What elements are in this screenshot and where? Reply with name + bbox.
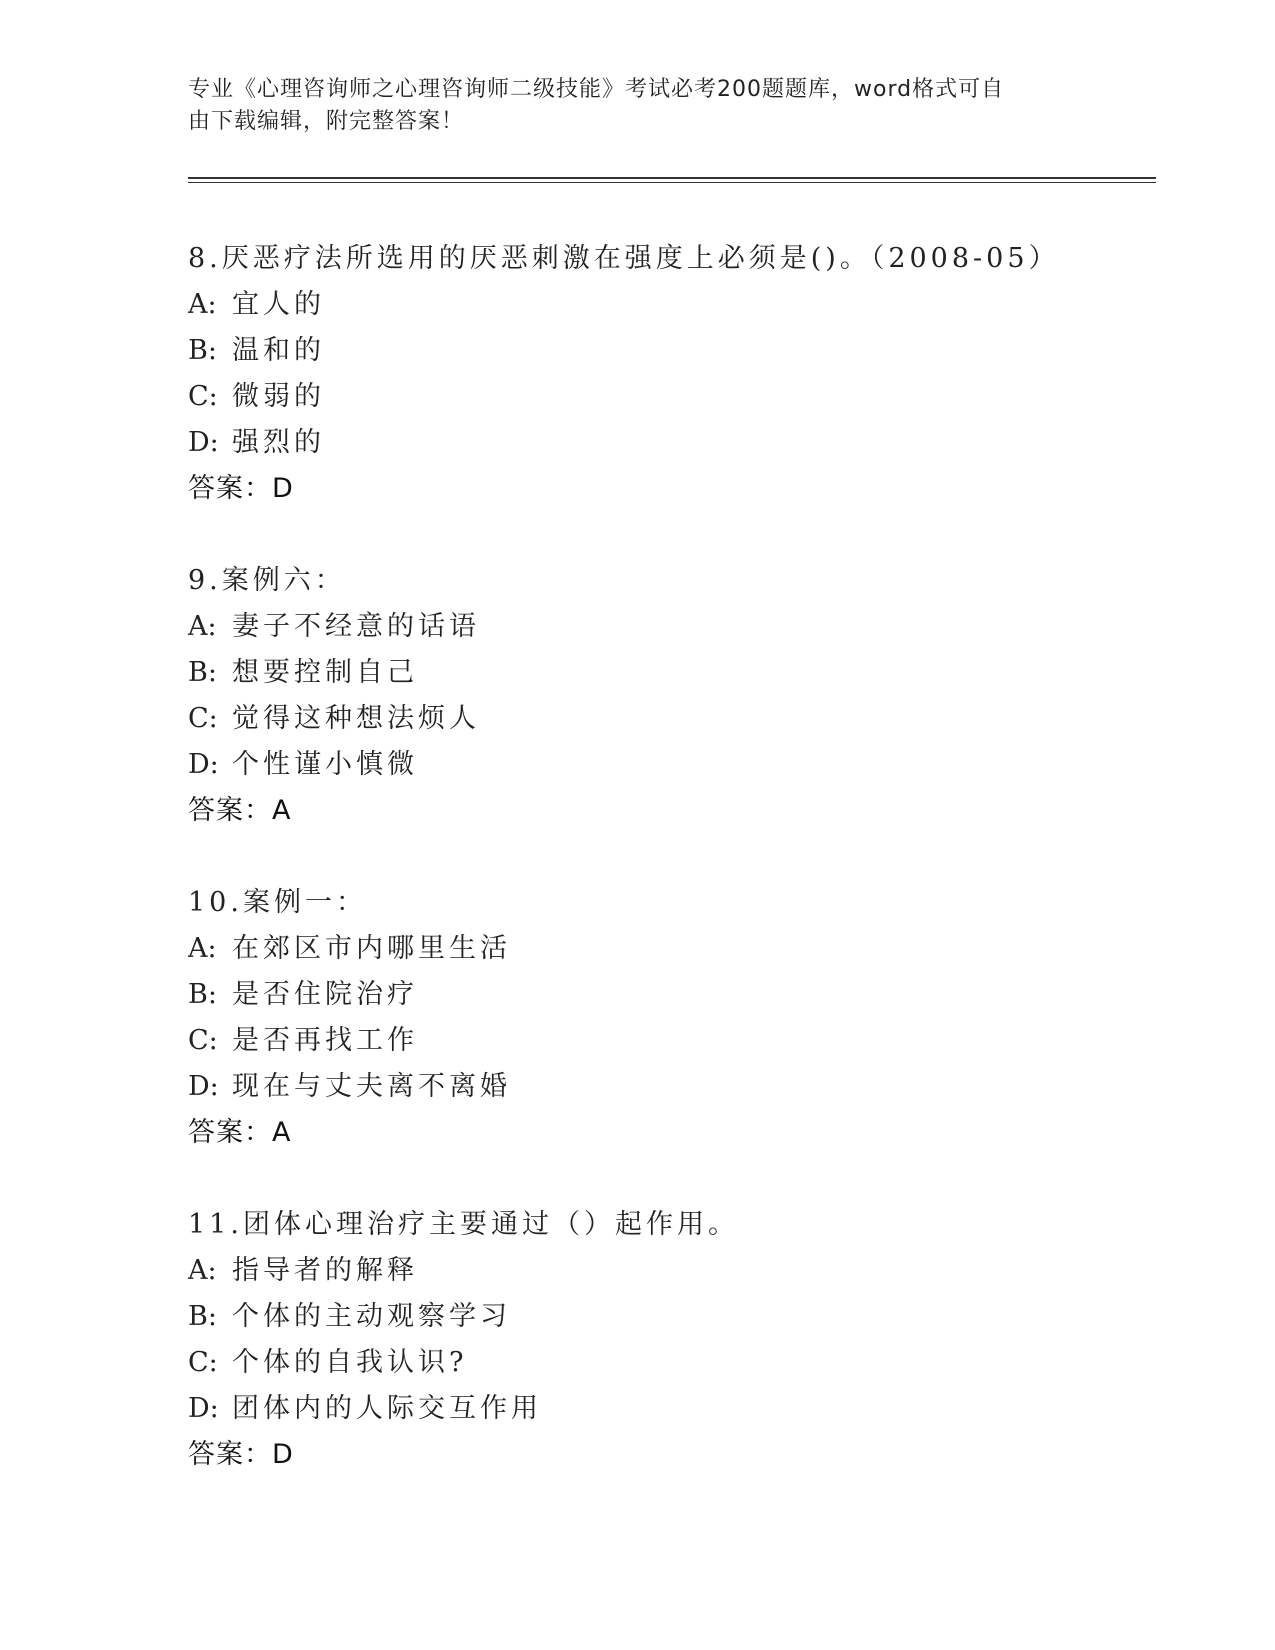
option-letter: B: [188,657,217,688]
option-letter: D: [188,749,219,780]
option-d [188,1064,1148,1110]
option-text: 想要控制自己 [232,657,418,688]
option-text: 宜人的 [232,289,325,320]
option-letter: A: [188,289,217,320]
question-title: 8.厌恶疗法所选用的厌恶刺激在强度上必须是()。（2008-05） [188,243,1060,274]
header-line-1: 专业《心理咨询师之心理咨询师二级技能》考试必考200题题库，word格式可自 [188,77,1005,102]
question-list [188,236,1148,1524]
option-letter: A: [188,933,217,964]
option-text: 在郊区市内哪里生活 [232,933,511,964]
option-letter: D: [188,1393,219,1424]
question-9 [188,558,1148,834]
option-c [188,1340,1148,1386]
option-letter: B: [188,1301,217,1332]
question-8 [188,236,1148,512]
option-text: 指导者的解释 [232,1255,418,1286]
option-text: 微弱的 [232,381,325,412]
header-divider-thin [188,182,1156,183]
option-text: 个体的自我认识? [232,1347,468,1378]
option-text: 团体内的人际交互作用 [232,1393,542,1424]
option-letter: C: [188,1347,218,1378]
option-text: 个性谨小慎微 [232,749,418,780]
option-text: 觉得这种想法烦人 [232,703,480,734]
question-title: 10.案例一： [188,887,367,918]
option-c [188,374,1148,420]
option-b [188,1294,1148,1340]
header-line-2: 由下载编辑，附完整答案！ [188,109,465,134]
answer-line: 答案：D [188,1439,294,1470]
option-a [188,282,1148,328]
option-a [188,1248,1148,1294]
option-c [188,696,1148,742]
option-letter: C: [188,1025,218,1056]
document-header [188,74,1088,138]
option-d [188,420,1148,466]
option-letter: D: [188,1071,219,1102]
option-b [188,328,1148,374]
option-text: 现在与丈夫离不离婚 [232,1071,511,1102]
option-b [188,972,1148,1018]
option-letter: B: [188,979,217,1010]
option-b [188,650,1148,696]
option-letter: D: [188,427,219,458]
option-letter: B: [188,335,217,366]
option-text: 是否再找工作 [232,1025,418,1056]
option-letter: C: [188,703,218,734]
answer-line: 答案：D [188,473,294,504]
option-letter: A: [188,1255,217,1286]
option-text: 强烈的 [232,427,325,458]
option-a [188,604,1148,650]
option-text: 个体的主动观察学习 [232,1301,511,1332]
header-divider-thick [188,177,1156,179]
answer-line: 答案：A [188,1117,292,1148]
question-10 [188,880,1148,1156]
question-title: 9.案例六： [188,565,346,596]
option-c [188,1018,1148,1064]
option-d [188,1386,1148,1432]
option-text: 是否住院治疗 [232,979,418,1010]
option-text: 温和的 [232,335,325,366]
option-text: 妻子不经意的话语 [232,611,480,642]
question-11 [188,1202,1148,1478]
question-title: 11.团体心理治疗主要通过（）起作用。 [188,1209,739,1240]
option-letter: A: [188,611,217,642]
answer-line: 答案：A [188,795,292,826]
option-d [188,742,1148,788]
option-a [188,926,1148,972]
option-letter: C: [188,381,218,412]
